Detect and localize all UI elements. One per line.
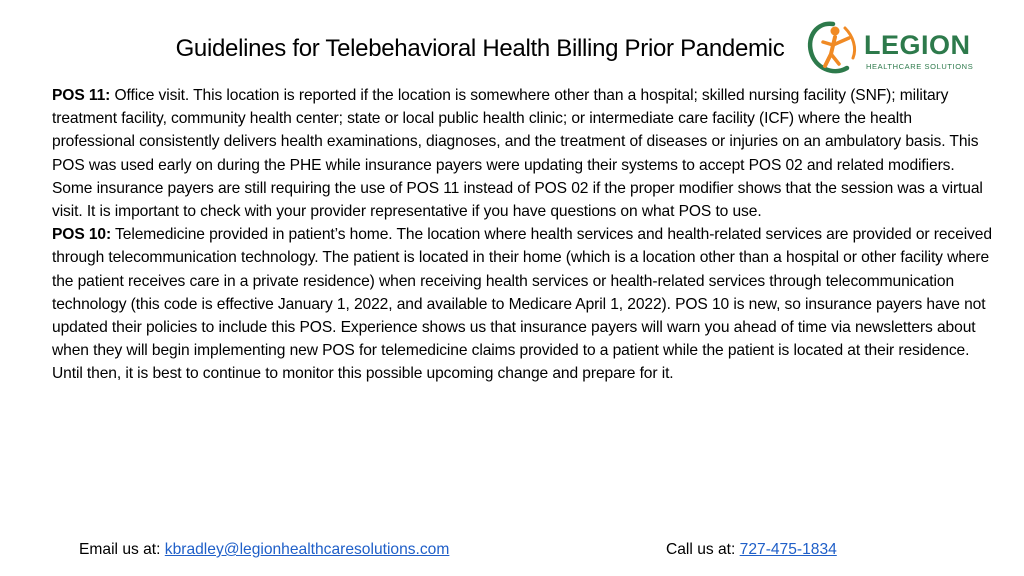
logo-name: LEGION xyxy=(864,30,971,60)
legion-logo xyxy=(805,18,985,80)
pos-code-label: POS 10: xyxy=(52,226,112,244)
slide-title: Guidelines for Telebehavioral Health Billing Prior Pandemic xyxy=(175,35,785,62)
phone-link[interactable]: 727-475-1834 xyxy=(739,541,837,558)
footer-email xyxy=(79,539,449,561)
email-label: Email us at: xyxy=(79,541,165,558)
email-link[interactable]: kbradley@legionhealthcaresolutions.com xyxy=(164,541,450,558)
footer-phone xyxy=(666,539,837,561)
logo-tagline: HEALTHCARE SOLUTIONS xyxy=(866,62,974,71)
call-label: Call us at: xyxy=(666,541,740,558)
pos-code-label: POS 11: xyxy=(52,87,111,104)
pos-description: Telemedicine provided in patient’s home. The location where health services and health-related services are provided or received through telecommunication technology. The patient is located in their home (which is a location other than a hospital or other facility where the patient receives care in a private residence) when receiving health services or health-related services through telecommunication technology (this code is effective January 1, 2022, and available to Medicare April 1, 2022). POS 10 is new, so insurance payers have not updated their policies to include this POS. Experience shows us that insurance payers will warn you ahead of time via newsletters about when they will begin implementing new POS for telemedicine claims provided to a patient while the patient is located at their residence. Until then, it is best to continue to monitor this possible upcoming change and prepare for it. xyxy=(52,226,992,383)
pos-description: Office visit. This location is reported if the location is somewhere other than a hospital; skilled nursing facility (SNF); military treatment facility, community health center; state or local public health clinic; or intermediate care facility (ICF) where the health professional consistently delivers health examinations, diagnoses, and the treatment of diseases or injuries on an ambulatory basis. This POS was used early on during the PHE while insurance payers were updating their systems to accept POS 02 and related modifiers. Some insurance payers are still requiring the use of POS 11 instead of POS 02 if the proper modifier shows that the session was a virtual visit. It is important to check with your provider representative if you have questions on what POS to use. xyxy=(52,87,983,221)
guidelines-body xyxy=(52,84,992,386)
pos-11-paragraph xyxy=(52,84,992,223)
person-swoosh-icon xyxy=(805,18,861,80)
pos-10-paragraph xyxy=(52,223,992,385)
